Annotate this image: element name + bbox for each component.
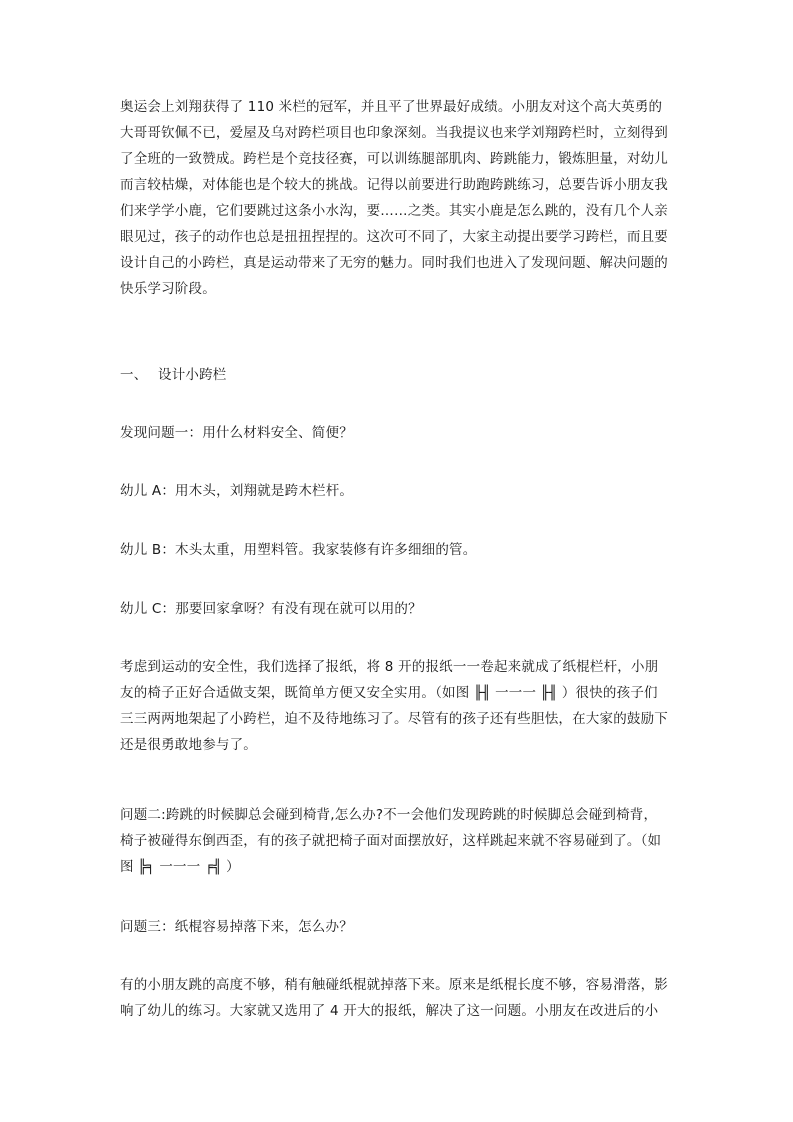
problem-three xyxy=(120,914,680,940)
text-line: 图 ╠╕ 一一一 ╒╣ ） xyxy=(120,859,240,875)
problem-two-paragraph xyxy=(120,802,680,880)
fix-paragraph xyxy=(120,972,680,1024)
text-line: 友的椅子正好合适做支架，既简单方便又安全实用。（如图 ╟╢ 一一一 ╟╢ ）很快的孩子们 xyxy=(120,685,658,701)
text-line: 们来学学小鹿，它们要跳过这条小水沟，要……之类。其实小鹿是怎么跳的，没有几个人亲 xyxy=(120,203,668,219)
section-title: 设计小跨栏 xyxy=(158,367,227,383)
text-line: 问题三：纸棍容易掉落下来，怎么办？ xyxy=(120,919,353,935)
text-line: 发现问题一：用什么材料安全、简便？ xyxy=(120,425,353,441)
text-line: 快乐学习阶段。 xyxy=(120,281,216,297)
safety-paragraph xyxy=(120,654,680,758)
text-line: 幼儿 C：那要回家拿呀？有没有现在就可以用的？ xyxy=(120,601,422,617)
text-line: 大哥哥钦佩不已，爱屋及乌对跨栏项目也印象深刻。当我提议也来学刘翔跨栏时，立刻得到 xyxy=(120,125,668,141)
text-line: 考虑到运动的安全性，我们选择了报纸，将 8 开的报纸一一卷起来就成了纸棍栏杆，小朋 xyxy=(120,659,659,675)
text-line: 椅子被碰得东倒西歪，有的孩子就把椅子面对面摆放好，这样跳起来就不容易碰到了。（如 xyxy=(120,833,662,849)
text-line: 问题二:跨跳的时候脚总会碰到椅背,怎么办?不一会他们发现跨跳的时候脚总会碰到椅背， xyxy=(120,807,658,823)
intro-paragraph xyxy=(120,94,680,302)
text-line: 还是很勇敢地参与了。 xyxy=(120,737,257,753)
text-line: 了全班的一致赞成。跨栏是个竞技径赛，可以训练腿部肌肉、跨跳能力，锻炼胆量，对幼儿 xyxy=(120,151,668,167)
text-line: 幼儿 B：木头太重，用塑料管。我家装修有许多细细的管。 xyxy=(120,542,477,558)
section-heading xyxy=(120,362,680,388)
text-line: 奥运会上刘翔获得了 110 米栏的冠军，并且平了世界最好成绩。小朋友对这个高大英勇的 xyxy=(120,99,663,115)
text-line: 设计自己的小跨栏，真是运动带来了无穷的魅力。同时我们也进入了发现问题、解决问题的 xyxy=(120,255,668,271)
text-line: 眼见过，孩子的动作也总是扭扭捏捏的。这次可不同了，大家主动提出要学习跨栏，而且要 xyxy=(120,229,668,245)
child-b-answer xyxy=(120,537,680,563)
text-line: 三三两两地架起了小跨栏，迫不及待地练习了。尽管有的孩子还有些胆怯，在大家的鼓励下 xyxy=(120,711,668,727)
text-line: 有的小朋友跳的高度不够，稍有触碰纸棍就掉落下来。原来是纸棍长度不够，容易滑落，影 xyxy=(120,977,668,993)
text-line: 响了幼儿的练习。大家就又选用了 4 开大的报纸，解决了这一问题。小朋友在改进后的小 xyxy=(120,1003,659,1019)
child-a-answer xyxy=(120,478,680,504)
problem-one xyxy=(120,420,680,446)
child-c-answer xyxy=(120,596,680,622)
text-line: 而言较枯燥，对体能也是个较大的挑战。记得以前要进行助跑跨跳练习，总要告诉小朋友我 xyxy=(120,177,668,193)
text-line: 幼儿 A：用木头，刘翔就是跨木栏杆。 xyxy=(120,483,354,499)
section-number: 一、 xyxy=(120,367,148,383)
